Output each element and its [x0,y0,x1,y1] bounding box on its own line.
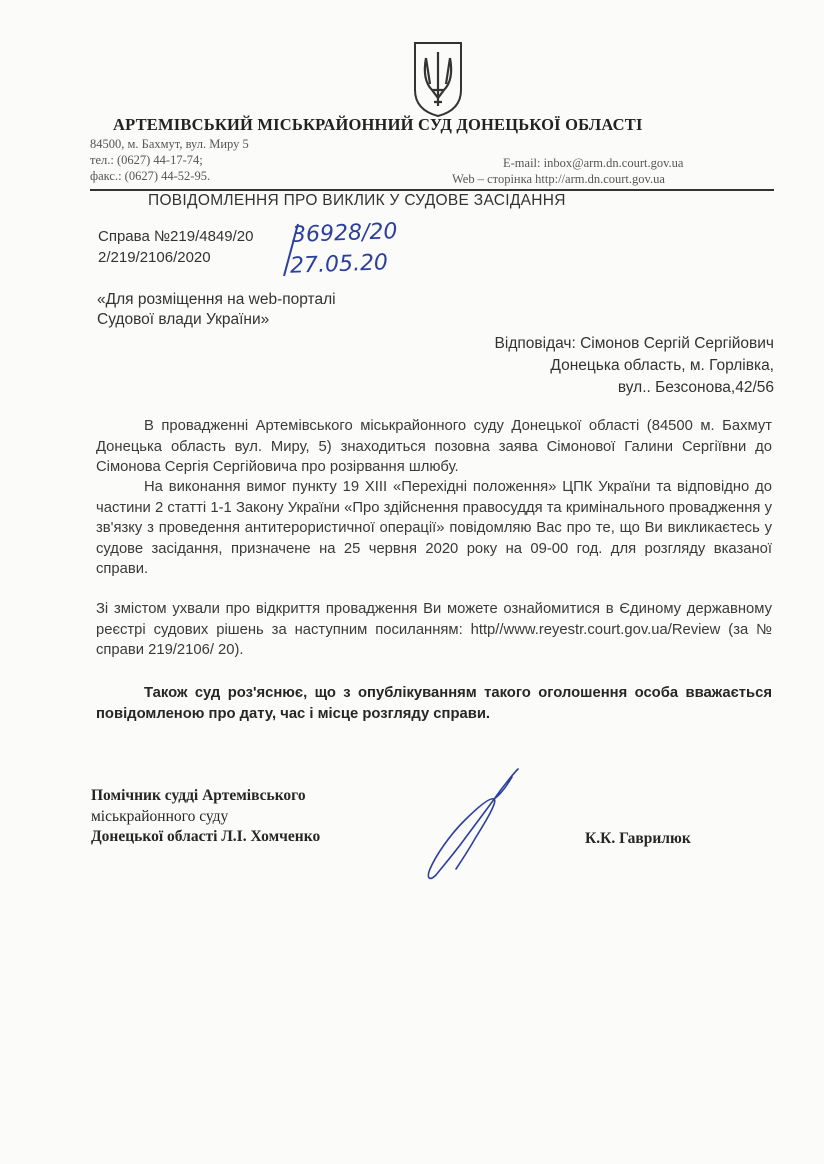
court-address: 84500, м. Бахмут, вул. Миру 5 [90,137,249,151]
case-proceeding-number: 2/219/2106/2020 [98,249,211,266]
portal-note-line: «Для розміщення на web-порталі [97,291,336,308]
court-website: Web – сторінка http://arm.dn.court.gov.ua [452,172,665,186]
body-paragraph: В провадженні Артемівського міськрайонного суду Донецької області (84500 м. Бахмут Донецька область вул. Миру, 5) знаходиться позовна заява Сімонової Галини Сергіївни до Сімонова Сергія Сергійовича про розірвання шлюбу. [96,418,772,475]
signer-title: міськрайонного суду [91,807,229,825]
defendant-address-line: Донецька область, м. Горлівка, [550,357,774,374]
judge-name: К.К. Гаврилюк [585,830,691,847]
defendant-address-line: вул.. Безсонова,42/56 [617,379,774,396]
portal-note [97,290,336,330]
handwritten-registration-date: 27.05.20 [289,250,389,279]
portal-note-line: Судової влади України» [97,311,270,328]
coat-of-arms-icon [412,40,464,118]
court-fax: факс.: (0627) 44-52-95. [90,169,211,183]
court-phone: тел.: (0627) 44-17-74; [90,153,203,167]
signature-block [91,786,320,848]
handwritten-signature [420,765,530,885]
defendant-name: Відповідач: Сімонов Сергій Сергійович [494,335,774,352]
body-paragraph-bold: Також суд роз'яснює, що з опублікуванням такого оголошення особа вважається повідомленою про дату, час і місце розгляду справи. [96,685,772,722]
court-email: E-mail: inbox@arm.dn.court.gov.ua [503,156,684,170]
defendant-block [495,333,774,399]
signer-name: Донецької області Л.І. Хомченко [91,828,321,845]
header-divider [90,189,774,191]
body-paragraph: Зі змістом ухвали про відкриття провадження Ви можете ознайомитися в Єдиному державному реєстрі судових рішень за наступним посиланням: http//www.reyestr.court.gov.ua/Review (за № справи 219/2106/ 20). [96,601,772,658]
body-paragraph: На виконання вимог пункту 19 XIII «Перехідні положення» ЦПК України та відповідно до частини 2 статті 1-1 Закону України «Про здійснення правосуддя та кримінального провадження у зв'язку з проведення антитерористичної операції» повідомляю Вас про те, що Ви викликаєтесь у судове засідання, призначене на 25 червня 2020 року на 09-00 год. для розгляду вказаної справи. [96,479,772,577]
court-name: АРТЕМІВСЬКИЙ МІСЬКРАЙОННИЙ СУД ДОНЕЦЬКОЇ ОБЛАСТІ [113,115,643,134]
handwritten-registration-number: 36928/20 [291,219,398,248]
document-title: ПОВІДОМЛЕННЯ ПРО ВИКЛИК У СУДОВЕ ЗАСІДАННЯ [148,192,566,209]
case-number: Справа №219/4849/20 [98,228,254,245]
signer-title: Помічник судді Артемівського [91,787,306,804]
